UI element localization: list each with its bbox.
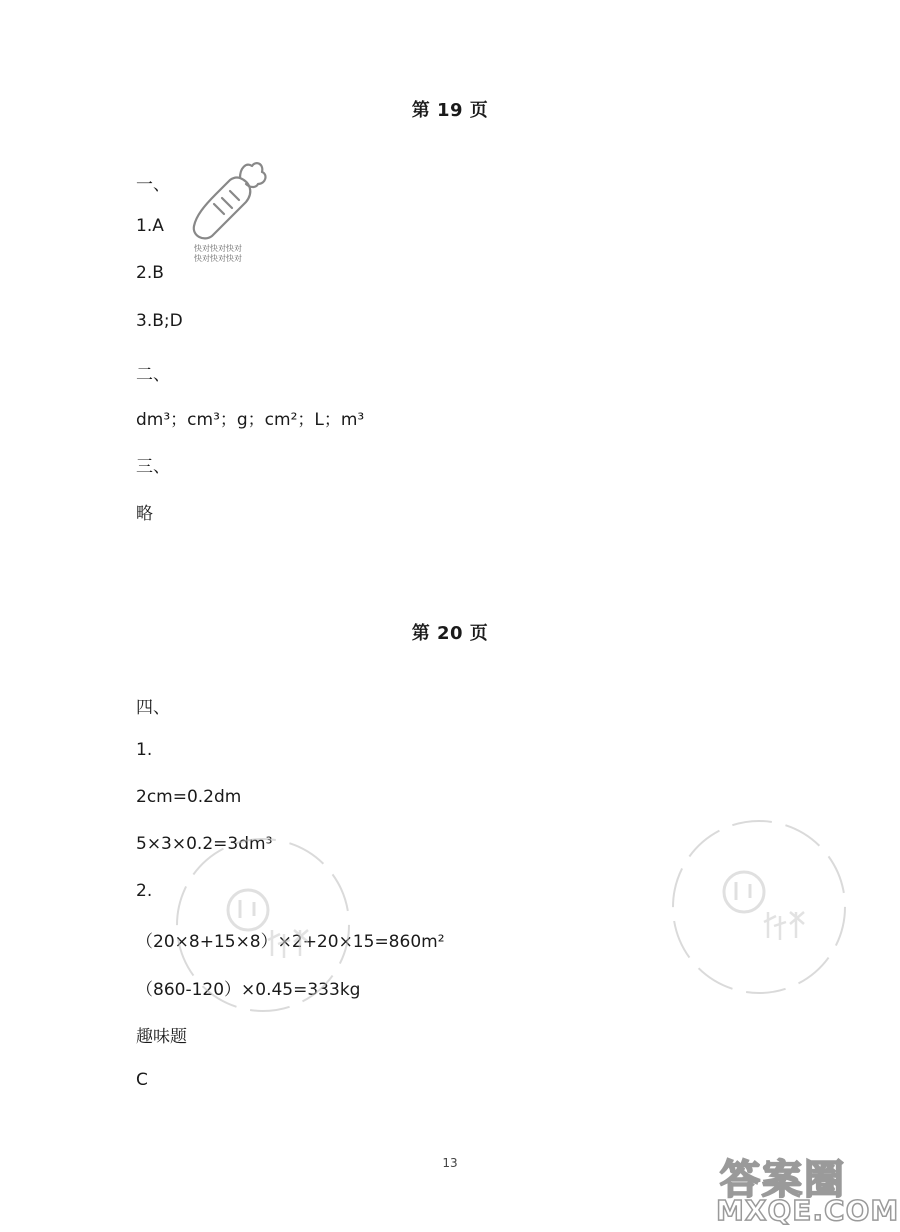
answer-2: 2.B	[136, 263, 164, 283]
fun-question-label: 趣味题	[136, 1027, 187, 1047]
calc-line-4: （860-120）×0.45=333kg	[136, 980, 361, 1000]
section-2-label: 二、	[136, 365, 170, 385]
calc-line-1: 2cm=0.2dm	[136, 787, 242, 807]
calc-line-2: 5×3×0.2=3dm³	[136, 834, 273, 854]
units-answer: dm³；cm³；g；cm²；L；m³	[136, 410, 365, 430]
section-3-label: 三、	[136, 457, 170, 477]
omitted-answer: 略	[136, 504, 153, 524]
question-1-label: 1.	[136, 740, 153, 760]
watermark-seal-right	[664, 812, 854, 1002]
carrot-watermark	[184, 158, 268, 270]
calc-line-3: （20×8+15×8）×2+20×15=860m²	[136, 932, 445, 952]
question-2-label: 2.	[136, 881, 153, 901]
answer-1: 1.A	[136, 216, 164, 236]
answer-3: 3.B;D	[136, 311, 183, 331]
carrot-icon	[184, 158, 268, 244]
watermark-seal-left	[168, 830, 358, 1020]
carrot-caption-line-1: 快对快对快对	[194, 244, 242, 253]
carrot-caption-line-2: 快对快对快对	[194, 254, 242, 263]
page-number: 13	[442, 1156, 458, 1170]
site-logo	[714, 1148, 900, 1228]
fun-question-answer: C	[136, 1070, 148, 1090]
page-19-heading: 第 19 页	[411, 100, 489, 121]
page-20-heading: 第 20 页	[411, 623, 489, 644]
section-4-label: 四、	[136, 698, 170, 718]
site-logo-chinese: 答案圈	[720, 1157, 846, 1203]
section-1-label: 一、	[136, 175, 170, 195]
site-logo-domain: MXQE.COM	[716, 1194, 900, 1227]
